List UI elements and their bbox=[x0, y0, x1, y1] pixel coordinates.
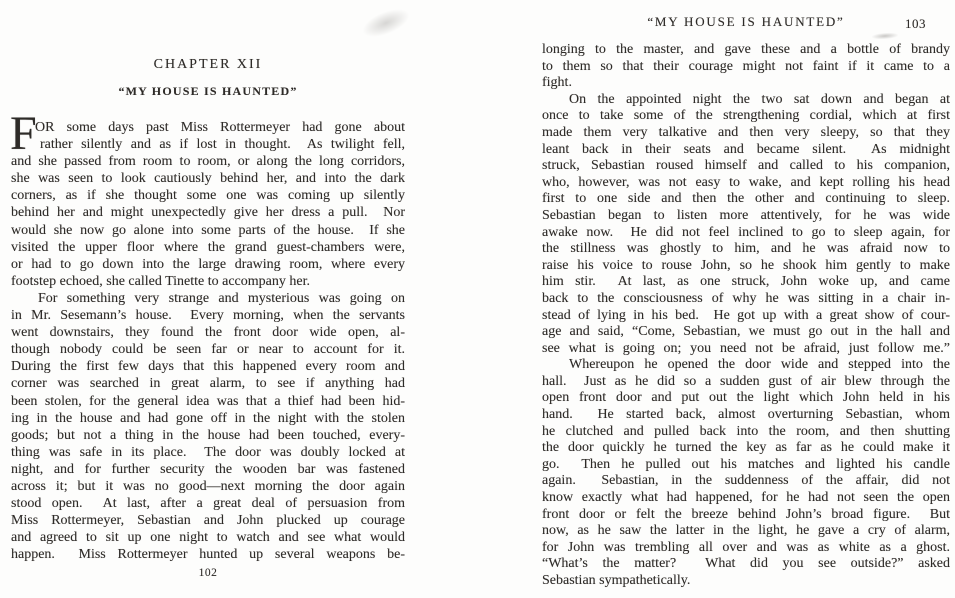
text-line: she was seen to look cautiously behind her, and into the dark bbox=[11, 171, 405, 187]
text-line: OR some days past Miss Rottermeyer had gone about bbox=[35, 120, 405, 135]
right-page-text bbox=[542, 42, 950, 590]
text-line: rather silently and as if lost in thought. As twilight fell, bbox=[40, 137, 405, 153]
text-line: footstep echoed, she called Tinette to accompany her. bbox=[11, 273, 310, 289]
text-line: him stir. At last, as one struck, John woke up, and came bbox=[542, 274, 950, 290]
text-line: and agreed to sit up one night to watch and see what would bbox=[11, 530, 405, 546]
text-line: Sebastian sympathetically. bbox=[542, 573, 691, 588]
text-line: night, and for further security the wooden bar was fastened bbox=[11, 461, 405, 477]
chapter-heading: CHAPTER XII bbox=[153, 57, 263, 72]
text-line: hand. He started back, almost overturning Sebastian, whom bbox=[542, 407, 950, 423]
text-line: behind her and might unexpectedly give her dress a pull. Nor bbox=[11, 205, 405, 221]
text-line: who, however, was not easy to wake, and kept rolling his head bbox=[542, 174, 950, 190]
text-line: “What’s the matter? What did you see outside?” asked bbox=[542, 556, 950, 572]
text-line: though nobody could be seen far or near to account for it. bbox=[11, 342, 405, 358]
page-number-left: 102 bbox=[198, 567, 218, 579]
text-line: corners, as if she thought some one was coming up silently bbox=[11, 188, 405, 204]
text-line: to them so that their courage might not faint if it came to a bbox=[542, 58, 950, 74]
right-page bbox=[542, 0, 950, 598]
text-line: front door or felt the breeze behind John’s broad figure. But bbox=[542, 506, 950, 522]
text-line: been stolen, for the general idea was that a thief had been hid- bbox=[11, 393, 405, 409]
text-line: longing to the master, and gave these and a bottle of brandy bbox=[542, 42, 950, 57]
text-line: hall. Just as he did so a sudden gust of air blew through the bbox=[542, 373, 950, 389]
text-line: he clutched and pulled back into the room, and then shutting bbox=[542, 423, 950, 439]
text-line: for John was trembling all over and was as white as a ghost. bbox=[542, 539, 950, 555]
text-line: stood open. At last, after a great deal of persuasion from bbox=[11, 496, 405, 512]
text-line: leant back in their seats and became silent. As midnight bbox=[542, 141, 950, 157]
text-line: happen. Miss Rottermeyer hunted up several weapons be- bbox=[11, 547, 405, 563]
text-line: ing in the house and had gone off in the night with the stolen bbox=[11, 410, 405, 426]
text-line: would she now go alone into some parts of the house. If she bbox=[11, 222, 405, 238]
text-line: struck, Sebastian roused himself and called to his companion, bbox=[542, 158, 950, 174]
text-line: the door quickly he turned the key as far as he could make it bbox=[542, 440, 950, 456]
text-line: and she passed from room to room, or along the long corridors, bbox=[11, 154, 405, 170]
text-line: goods; but not a thing in the house had been touched, every- bbox=[11, 427, 405, 443]
text-line: back to the consciousness of why he was sitting in a chair in- bbox=[542, 290, 950, 306]
text-line: once to take some of the strengthening cordial, which at first bbox=[542, 108, 950, 124]
chapter-subtitle: “MY HOUSE IS HAUNTED” bbox=[118, 84, 298, 98]
left-page bbox=[11, 0, 405, 598]
text-line: fight. bbox=[542, 75, 572, 91]
text-line: Sebastian began to listen more attentively, for he was wide bbox=[542, 207, 950, 223]
text-line: know exactly what had happened, for he had not seen the open bbox=[542, 490, 950, 506]
text-line: went downstairs, they found the front door wide open, al- bbox=[11, 325, 405, 341]
text-line: For something very strange and mysterious was going on bbox=[38, 290, 405, 306]
drop-cap: F bbox=[10, 107, 37, 160]
text-line: visited the upper floor where the grand guest-chambers were, bbox=[11, 239, 405, 255]
text-line: stead of lying in his bed. He got up with a great show of cour- bbox=[542, 307, 950, 323]
left-page-text bbox=[10, 107, 405, 563]
text-line: across it; but it was no good—next morning the door again bbox=[11, 478, 405, 494]
scan-smudge bbox=[872, 32, 898, 40]
text-line: During the first few days that this happened every room and bbox=[11, 359, 405, 375]
scan-smudge bbox=[359, 3, 414, 42]
text-line: Whereupon he opened the door wide and stepped into the bbox=[569, 357, 950, 373]
page-number-right: 103 bbox=[905, 16, 926, 31]
running-head: “MY HOUSE IS HAUNTED” bbox=[647, 14, 845, 29]
text-line: in Mr. Sesemann’s house. Every morning, when the servants bbox=[11, 308, 405, 324]
text-line: go. Then he pulled out his matches and lighted his candle bbox=[542, 456, 950, 472]
text-line: or had to go down into the large drawing room, where every bbox=[11, 256, 405, 272]
text-line: now, as he saw the latter in the light, he gave a cry of alarm, bbox=[542, 523, 950, 539]
text-line: made them very talkative and then very sleepy, so that they bbox=[542, 124, 950, 140]
text-line: the stillness was ghostly to him, and he was afraid now to bbox=[542, 241, 950, 257]
text-line: raise his voice to rouse John, so he shook him gently to make bbox=[542, 257, 950, 273]
text-line: On the appointed night the two sat down and began at bbox=[569, 91, 950, 107]
text-line: awake now. He did not feel inclined to go to sleep again, for bbox=[542, 224, 950, 240]
text-line: Miss Rottermeyer, Sebastian and John plucked up courage bbox=[11, 513, 405, 529]
text-line: open front door and put out the light which John held in his bbox=[542, 390, 950, 406]
text-line: thing was safe in its place. The door was doubly locked at bbox=[11, 444, 405, 460]
text-line: again. Sebastian, in the suddenness of the affair, did not bbox=[542, 473, 950, 489]
text-line: first to one side and then the other and continuing to sleep. bbox=[542, 191, 950, 207]
text-line: corner was searched in great alarm, to see if anything had bbox=[11, 376, 405, 392]
text-line: see what is going on; you need not be afraid, just follow me.” bbox=[542, 340, 950, 356]
text-line: age and said, “Come, Sebastian, we must go out in the hall and bbox=[542, 324, 950, 340]
